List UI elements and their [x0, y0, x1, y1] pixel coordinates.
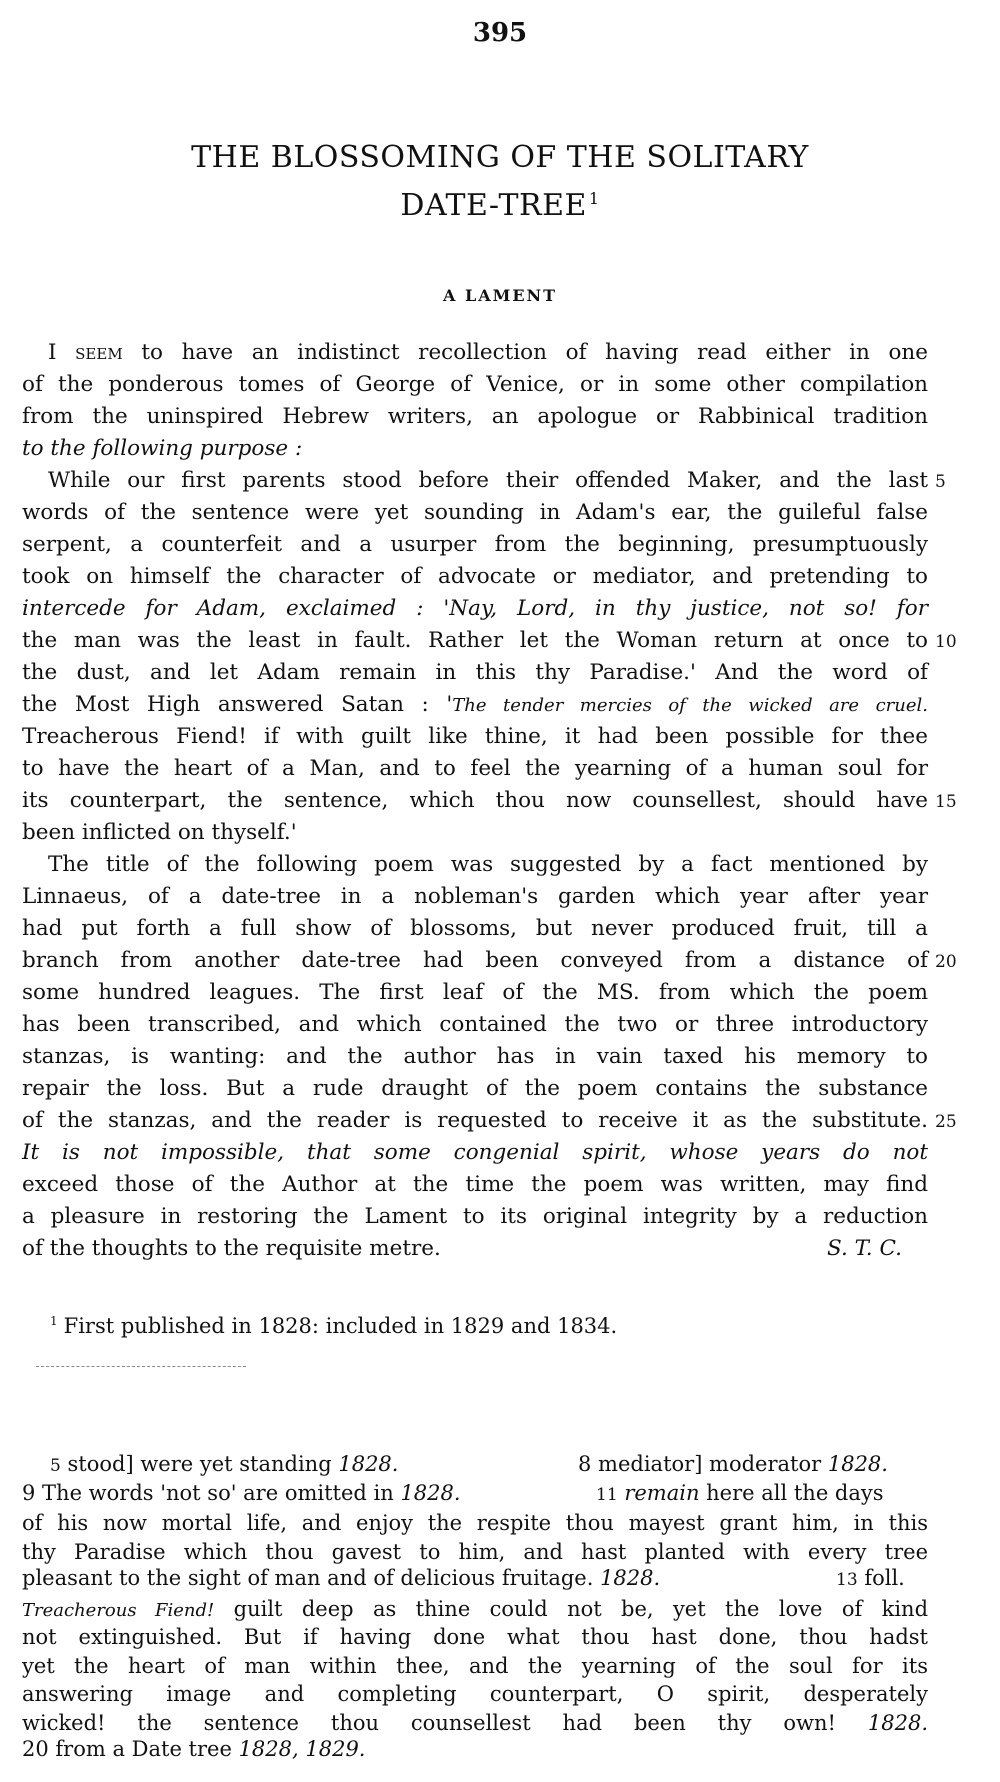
page-number: 395: [472, 18, 528, 48]
variant-line: yet the heart of man within thee, and the yearning of the soul for its: [22, 1654, 928, 1678]
variant-line: [22, 1481, 461, 1505]
variant-line-ref: 20: [22, 1737, 49, 1761]
variant-line: not extinguished. But if having done what thou hast done, thou hadst: [22, 1625, 928, 1649]
body-line: [22, 1233, 902, 1265]
footnote-marker: 1: [50, 1314, 58, 1328]
body-line: [48, 337, 928, 369]
body-line: stanzas, is wanting: and the author has in vain taxed his memory to: [22, 1044, 928, 1069]
variant-line: [596, 1481, 884, 1505]
variant-text: remain: [624, 1481, 700, 1505]
footnote-rule: [36, 1366, 246, 1367]
variant-text: wicked! the sentence thou counsellest had been thy own!: [22, 1711, 868, 1735]
body-text: the Most High answered Satan : ': [22, 692, 453, 717]
body-line: a pleasure in restoring the Lament to its original integrity by a reduction: [22, 1204, 928, 1229]
variant-text: here all the days: [699, 1481, 884, 1505]
body-line: had put forth a full show of blossoms, but never produced fruit, till a: [22, 916, 928, 941]
body-line: repair the loss. But a rude draught of the poem contains the substance: [22, 1076, 928, 1101]
variant-text: guilt deep as thine could not be, yet the love of kind: [214, 1597, 929, 1621]
variant-line: [578, 1452, 888, 1476]
variant-edition: 1828, 1829.: [238, 1737, 366, 1761]
line-number: 10: [935, 632, 957, 652]
variant-text: foll.: [857, 1566, 905, 1590]
body-line: took on himself the character of advocate or mediator, and pretending to: [22, 564, 928, 589]
body-line: exceed those of the Author at the time the poem was written, may find: [22, 1172, 928, 1197]
body-text: of the thoughts to the requisite metre.: [22, 1236, 441, 1261]
variant-line: [50, 1452, 398, 1476]
body-line: intercede for Adam, exclaimed : 'Nay, Lord, in thy justice, not so! for: [22, 596, 928, 621]
variant-line: [22, 1566, 660, 1590]
body-line: It is not impossible, that some congenial spirit, whose years do not: [22, 1140, 928, 1165]
title-line-1: THE BLOSSOMING OF THE SOLITARY: [191, 140, 809, 175]
variant-line-ref: 8: [578, 1452, 592, 1476]
variant-edition: 1828.: [400, 1481, 461, 1505]
line-number: 15: [935, 792, 957, 812]
body-line: the dust, and let Adam remain in this thy Paradise.' And the word of: [22, 660, 928, 685]
footnote: [50, 1314, 617, 1338]
variant-line-ref: 9: [22, 1481, 36, 1505]
variant-edition: 1828.: [600, 1566, 661, 1590]
body-line: words of the sentence were yet sounding in Adam's ear, the guileful false: [22, 500, 928, 525]
variant-line-ref: 5: [50, 1456, 61, 1476]
body-line: to have the heart of a Man, and to feel the yearning of a human soul for: [22, 756, 928, 781]
title-footnote-ref: 1: [588, 189, 600, 208]
body-line: to the following purpose :: [22, 436, 303, 461]
body-line: branch from another date-tree had been conveyed from a distance of: [22, 948, 928, 973]
subtitle: A LAMENT: [442, 286, 558, 305]
variant-line: answering image and completing counterpart, O spirit, desperately: [22, 1682, 928, 1706]
body-line: some hundred leagues. The first leaf of the MS. from which the poem: [22, 980, 928, 1005]
body-line: [22, 689, 928, 722]
scripture-quote: The tender mercies of the wicked are cruel.: [452, 695, 928, 716]
body-line: serpent, a counterfeit and a usurper from the beginning, presumptuously: [22, 532, 928, 557]
variant-edition: 1828.: [867, 1711, 928, 1735]
body-line: the man was the least in fault. Rather let the Woman return at once to: [22, 628, 928, 653]
body-line: been inflicted on thyself.': [22, 820, 297, 845]
body-line: of the ponderous tomes of George of Venice, or in some other compilation: [22, 372, 928, 397]
variant-text: Treacherous Fiend!: [22, 1600, 215, 1621]
body-line: of the stanzas, and the reader is requested to receive it as the substitute.: [22, 1108, 928, 1133]
variant-line: [836, 1566, 905, 1590]
variant-text: from a Date tree: [48, 1737, 239, 1761]
body-line: While our first parents stood before their offended Maker, and the last: [48, 468, 928, 493]
body-line: has been transcribed, and which contained the two or three introductory: [22, 1012, 928, 1037]
variant-line: of his now mortal life, and enjoy the respite thou mayest grant him, in this: [22, 1511, 928, 1535]
title-line-2-text: DATE-TREE: [400, 188, 587, 223]
variant-line: [22, 1595, 928, 1625]
body-line: The title of the following poem was suggested by a fact mentioned by: [48, 852, 928, 877]
line-number: 20: [935, 952, 957, 972]
body-text: I seem: [48, 340, 123, 365]
variant-line-ref: 13: [836, 1570, 858, 1590]
variant-line: [22, 1709, 928, 1737]
variant-edition: 1828.: [827, 1452, 888, 1476]
footnote-text: First published in 1828: included in 1829 and 1834.: [63, 1314, 618, 1338]
variant-text: pleasant to the sight of man and of delicious fruitage.: [22, 1566, 601, 1590]
body-line: from the uninspired Hebrew writers, an apologue or Rabbinical tradition: [22, 404, 928, 429]
body-text: to have an indistinct recollection of having read either in one: [122, 340, 928, 365]
variant-line: [22, 1737, 365, 1761]
variant-text: stood] were yet standing: [60, 1452, 339, 1476]
variant-edition: 1828.: [338, 1452, 399, 1476]
variant-line-ref: 11: [596, 1485, 618, 1505]
title-line-2: [0, 188, 1000, 223]
line-number: 5: [935, 472, 946, 492]
signature: S. T. C.: [827, 1236, 902, 1261]
variant-line: thy Paradise which thou gavest to him, and hast planted with every tree: [22, 1540, 928, 1564]
body-line: its counterpart, the sentence, which thou now counsellest, should have: [22, 788, 928, 813]
variant-text: mediator] moderator: [591, 1452, 828, 1476]
body-line: Treacherous Fiend! if with guilt like thine, it had been possible for thee: [22, 724, 928, 749]
variant-text: The words 'not so' are omitted in: [35, 1481, 401, 1505]
line-number: 25: [935, 1112, 957, 1132]
body-line: Linnaeus, of a date-tree in a nobleman's garden which year after year: [22, 884, 928, 909]
